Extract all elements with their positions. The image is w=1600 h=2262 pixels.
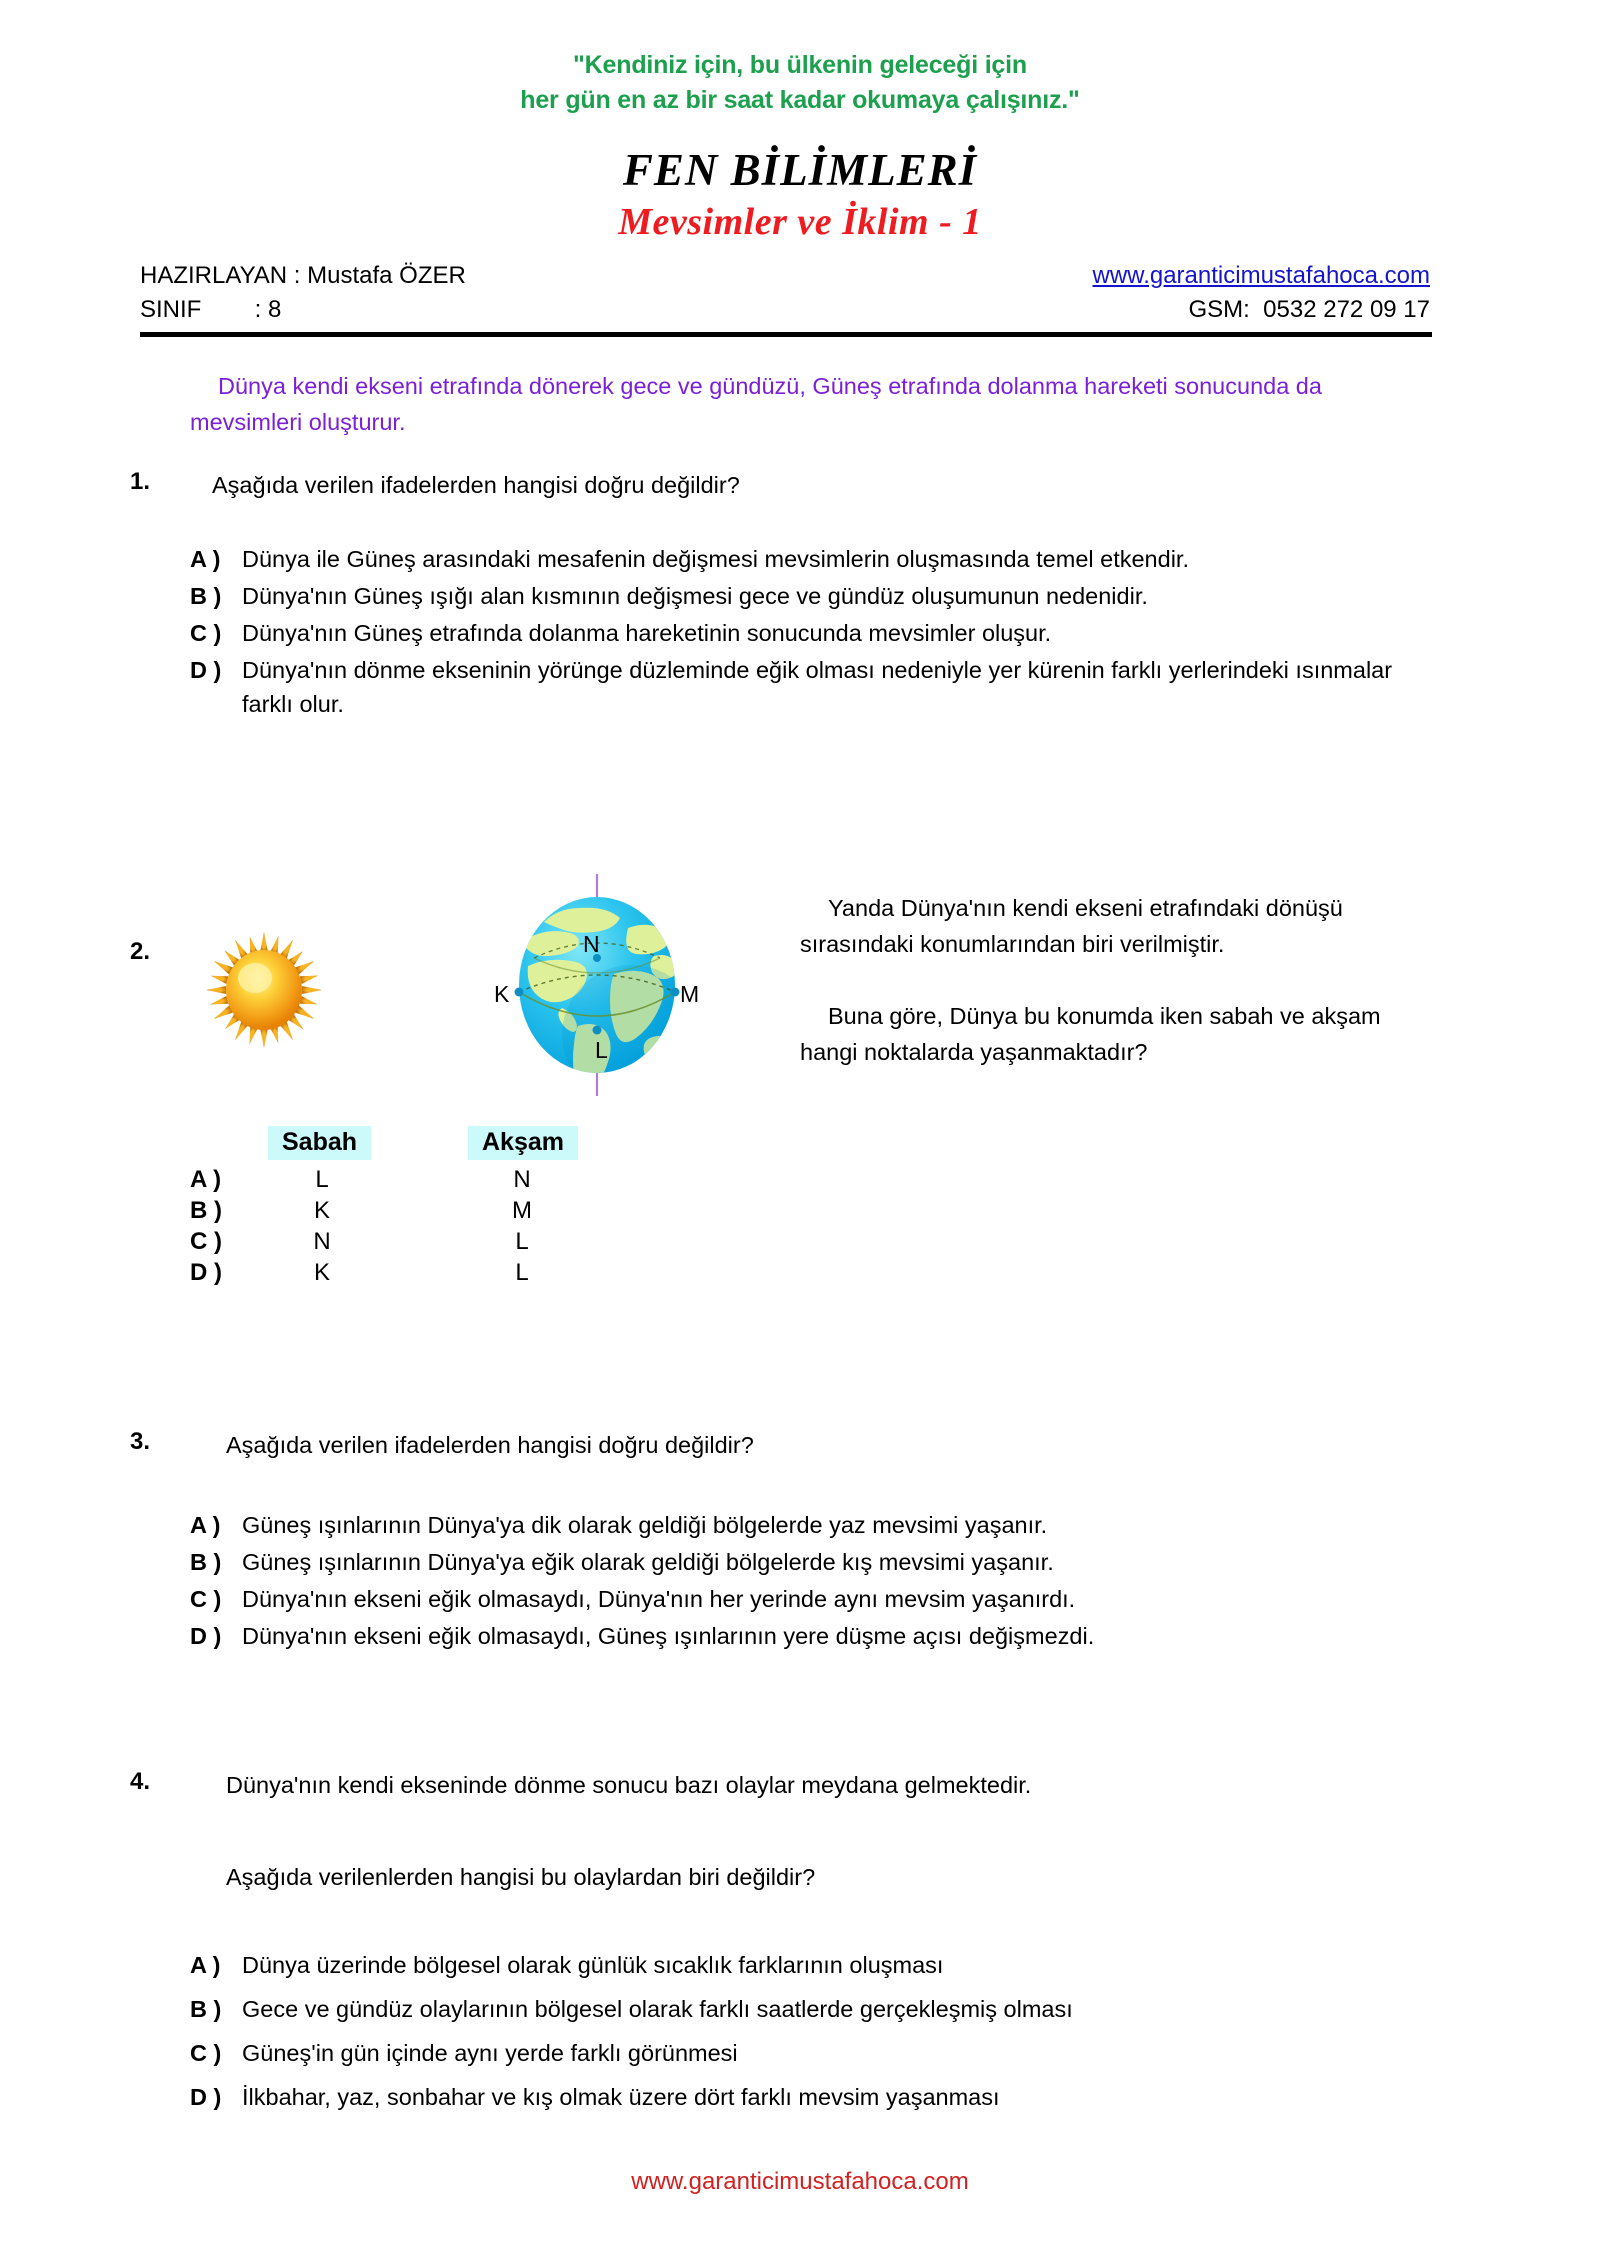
globe-icon xyxy=(492,870,702,1100)
option-row[interactable] xyxy=(190,2080,1410,2114)
option-row[interactable] xyxy=(190,1545,1410,1579)
option-label: D ) xyxy=(190,657,222,683)
option-row[interactable] xyxy=(190,1992,1410,2026)
question-2-text xyxy=(800,890,1400,1070)
option-text: Güneş ışınlarının Dünya'ya dik olarak geldiği bölgelerde yaz mevsimi yaşanır. xyxy=(242,1512,1048,1538)
svg-text:M: M xyxy=(680,981,700,1007)
option-text: Güneş'in gün içinde aynı yerde farklı görünmesi xyxy=(242,2040,738,2066)
option-row[interactable] xyxy=(190,1619,1410,1653)
question-1-number: 1. xyxy=(130,468,151,495)
cell-aksam: M xyxy=(512,1197,532,1224)
option-label: D ) xyxy=(190,2084,222,2110)
cell-sabah: N xyxy=(313,1228,331,1255)
table-row[interactable] xyxy=(190,1259,670,1290)
option-label: D ) xyxy=(190,1259,222,1286)
prepared-by-label: HAZIRLAYAN : Mustafa ÖZER xyxy=(140,262,466,289)
option-label: A ) xyxy=(190,1952,221,1978)
option-label: C ) xyxy=(190,2040,222,2066)
option-text: Dünya'nın Güneş ışığı alan kısmının değişmesi gece ve gündüz oluşumunun nedenidir. xyxy=(242,583,1148,609)
option-label: C ) xyxy=(190,1228,222,1255)
option-text: Dünya'nın dönme ekseninin yörünge düzleminde eğik olması nedeniyle yer kürenin farklı yerlerindeki ısınmalar farklı olur. xyxy=(242,657,1393,717)
option-row[interactable] xyxy=(190,542,1410,576)
cell-sabah: K xyxy=(313,1197,330,1224)
option-text: Güneş ışınlarının Dünya'ya eğik olarak geldiği bölgelerde kış mevsimi yaşanır. xyxy=(242,1549,1054,1575)
quote-line-2: her gün en az bir saat kadar okumaya çalışınız." xyxy=(520,86,1080,114)
table-row[interactable] xyxy=(190,1228,670,1259)
sun-icon xyxy=(202,928,326,1052)
svg-text:L: L xyxy=(595,1037,608,1063)
question-4-stem: Dünya'nın kendi ekseninde dönme sonucu bazı olaylar meydana gelmektedir. xyxy=(226,1772,1032,1798)
option-row[interactable] xyxy=(190,1508,1410,1542)
column-header-aksam: Akşam xyxy=(468,1126,578,1160)
question-4-number: 4. xyxy=(130,1768,151,1795)
table-row[interactable] xyxy=(190,1166,670,1197)
option-label: A ) xyxy=(190,1512,221,1538)
header-divider xyxy=(140,332,1432,337)
option-row[interactable] xyxy=(190,2036,1410,2070)
option-label: A ) xyxy=(190,1166,222,1193)
answer-table-header xyxy=(190,1126,670,1162)
grade-label: SINIF : 8 xyxy=(140,296,282,323)
option-label: B ) xyxy=(190,1996,222,2022)
option-row[interactable] xyxy=(190,1948,1410,1982)
cell-sabah: K xyxy=(313,1259,330,1286)
option-row[interactable] xyxy=(190,579,1410,613)
svg-text:N: N xyxy=(583,931,600,957)
option-text: İlkbahar, yaz, sonbahar ve kış olmak üzere dört farklı mevsim yaşanması xyxy=(242,2084,1000,2110)
question-2-paragraph-1: Yanda Dünya'nın kendi ekseni etrafındaki dönüşü sırasındaki konumlarından biri verilmiştir. xyxy=(800,895,1343,957)
column-header-sabah: Sabah xyxy=(268,1126,371,1160)
question-4-stem-2: Aşağıda verilenlerden hangisi bu olaylardan biri değildir? xyxy=(226,1864,816,1890)
option-row[interactable] xyxy=(190,616,1410,650)
option-text: Dünya ile Güneş arasındaki mesafenin değişmesi mevsimlerin oluşmasında temel etkendir. xyxy=(242,546,1189,572)
header-website-link[interactable]: www.garanticimustafahoca.com xyxy=(1092,262,1430,289)
option-text: Dünya'nın ekseni eğik olmasaydı, Dünya'nın her yerinde aynı mevsim yaşanırdı. xyxy=(242,1586,1076,1612)
table-row[interactable] xyxy=(190,1197,670,1228)
page-subtitle: Mevsimler ve İklim - 1 xyxy=(618,201,982,243)
question-1-options xyxy=(190,542,1410,724)
cell-aksam: L xyxy=(515,1228,529,1255)
question-2-paragraph-2: Buna göre, Dünya bu konumda iken sabah ve akşam hangi noktalarda yaşanmaktadır? xyxy=(800,1003,1381,1065)
question-2-number: 2. xyxy=(130,938,151,965)
svg-text:K: K xyxy=(494,981,510,1007)
intro-paragraph: Dünya kendi ekseni etrafında dönerek gece ve gündüzü, Güneş etrafında dolanma hareketi sonucunda da mevsimleri oluşturur. xyxy=(190,373,1322,435)
header-meta xyxy=(140,262,1430,332)
question-3-options xyxy=(190,1508,1410,1656)
question-1-stem: Aşağıda verilen ifadelerden hangisi doğru değildir? xyxy=(212,472,740,498)
gsm-label: GSM: 0532 272 09 17 xyxy=(1188,296,1430,323)
question-3-stem: Aşağıda verilen ifadelerden hangisi doğru değildir? xyxy=(226,1432,754,1458)
option-row[interactable] xyxy=(190,1582,1410,1616)
option-label: A ) xyxy=(190,546,221,572)
option-text: Dünya'nın ekseni eğik olmasaydı, Güneş ışınlarının yere düşme açısı değişmezdi. xyxy=(242,1623,1095,1649)
cell-aksam: N xyxy=(513,1166,531,1193)
option-text: Dünya'nın Güneş etrafında dolanma hareketinin sonucunda mevsimler oluşur. xyxy=(242,620,1052,646)
motivational-quote xyxy=(0,48,1600,118)
option-label: B ) xyxy=(190,583,222,609)
footer-website-link[interactable]: www.garanticimustafahoca.com xyxy=(631,2168,969,2195)
page-title: FEN BİLİMLERİ xyxy=(622,145,978,195)
question-4-options xyxy=(190,1948,1410,2117)
option-label: C ) xyxy=(190,620,222,646)
cell-aksam: L xyxy=(515,1259,529,1286)
option-label: C ) xyxy=(190,1586,222,1612)
option-label: B ) xyxy=(190,1197,222,1224)
option-text: Gece ve gündüz olaylarının bölgesel olarak farklı saatlerde gerçekleşmiş olması xyxy=(242,1996,1073,2022)
quote-line-1: "Kendiniz için, bu ülkenin geleceği için xyxy=(573,51,1027,79)
option-row[interactable] xyxy=(190,653,1410,721)
question-2-answer-table xyxy=(190,1126,670,1290)
option-label: D ) xyxy=(190,1623,222,1649)
cell-sabah: L xyxy=(315,1166,329,1193)
header-meta-row-2 xyxy=(140,296,1430,330)
option-label: B ) xyxy=(190,1549,222,1575)
option-text: Dünya üzerinde bölgesel olarak günlük sıcaklık farklarının oluşması xyxy=(242,1952,944,1978)
header-meta-row-1 xyxy=(140,262,1430,296)
question-3-number: 3. xyxy=(130,1428,151,1455)
